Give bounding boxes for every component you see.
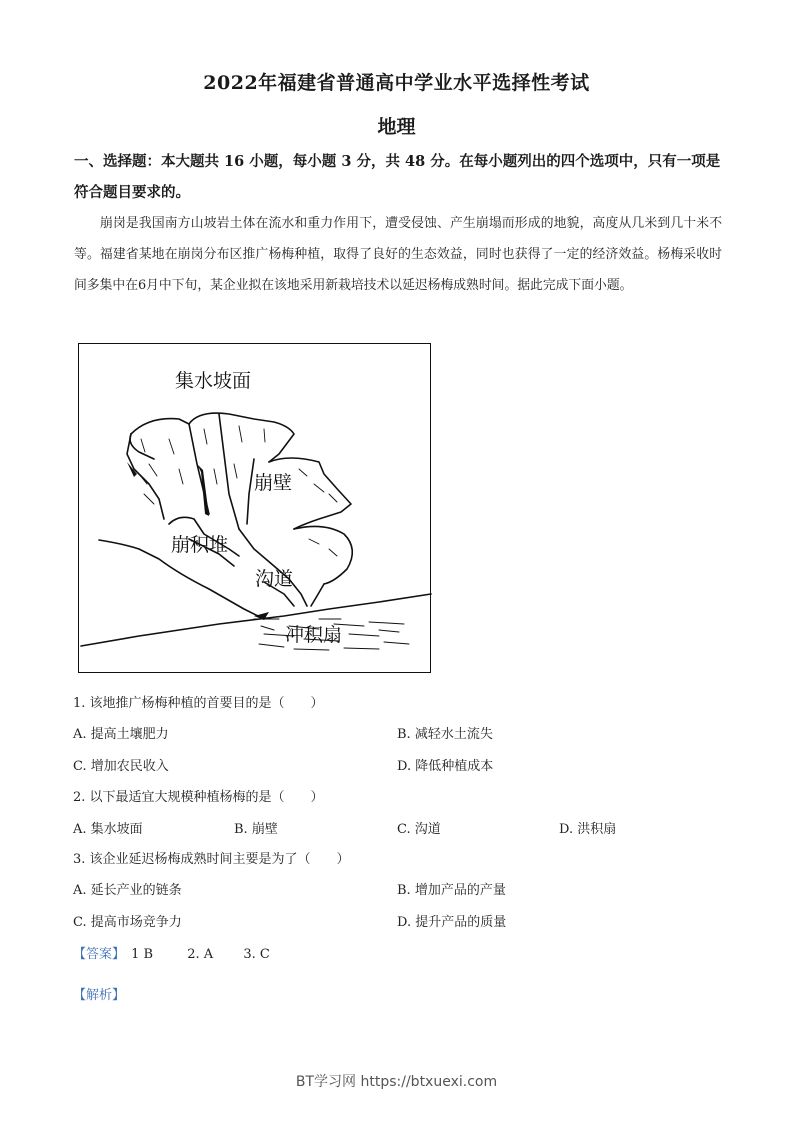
question-1-stem: 1. 该地推广杨梅种植的首要目的是（ ）	[73, 696, 324, 711]
question-2-option-d: D. 洪积扇	[559, 822, 617, 837]
label-catchment-slope: 集水坡面	[175, 370, 252, 392]
answer-2: 2. A	[187, 947, 214, 962]
question-3-stem: 3. 该企业延迟杨梅成熟时间主要是为了（ ）	[73, 852, 350, 867]
label-colluvium: 崩积堆	[171, 534, 229, 556]
reading-passage: 崩岗是我国南方山坡岩土体在流水和重力作用下，遭受侵蚀、产生崩塌而形成的地貌，高度从几米到几十米不等。福建省某地在崩岗分布区推广杨梅种植，取得了良好的生态效益，同时也获得了一定的经济效益。杨梅采收时间多集中在6月中下旬，某企业拟在该地采用新栽培技术以延迟杨梅成熟时间。据此完成下面小题。	[74, 216, 722, 293]
answer-line	[73, 943, 270, 962]
analysis-label: 【解析】	[73, 988, 126, 1003]
exam-title: 2022年福建省普通高中学业水平选择性考试	[203, 72, 590, 94]
question-1-option-a: A. 提高土壤肥力	[73, 727, 169, 742]
answer-label: 【答案】	[73, 947, 126, 962]
question-1-option-c: C. 增加农民收入	[73, 759, 169, 774]
question-3-option-a: A. 延长产业的链条	[73, 883, 182, 898]
label-alluvial-fan: 冲积扇	[285, 624, 343, 646]
question-3-option-d: D. 提升产品的质量	[397, 915, 507, 930]
subject-title: 地理	[377, 116, 416, 138]
section-heading: 一、选择题：本大题共 16 小题，每小题 3 分，共 48 分。在每小题列出的四个选项中，只有一项是符合题目要求的。	[74, 153, 721, 201]
landform-diagram	[78, 343, 431, 673]
question-2-option-c: C. 沟道	[397, 822, 441, 837]
question-1-option-d: D. 降低种植成本	[397, 759, 494, 774]
answer-1: 1 B	[131, 947, 154, 962]
question-2-option-a: A. 集水坡面	[73, 822, 143, 837]
question-3-option-c: C. 提高市场竞争力	[73, 915, 182, 930]
question-3-option-b: B. 增加产品的产量	[397, 883, 506, 898]
watermark-footer[interactable]: BT学习网 https://btxuexi.com	[295, 1074, 498, 1090]
question-2-stem: 2. 以下最适宜大规模种植杨梅的是（ ）	[73, 790, 324, 805]
label-gully: 沟道	[255, 568, 294, 590]
label-collapse-wall: 崩壁	[254, 472, 293, 494]
question-2-option-b: B. 崩壁	[234, 822, 278, 837]
question-1-option-b: B. 减轻水土流失	[397, 727, 493, 742]
benggang-sketch	[79, 344, 432, 674]
answer-3: 3. C	[243, 947, 270, 962]
